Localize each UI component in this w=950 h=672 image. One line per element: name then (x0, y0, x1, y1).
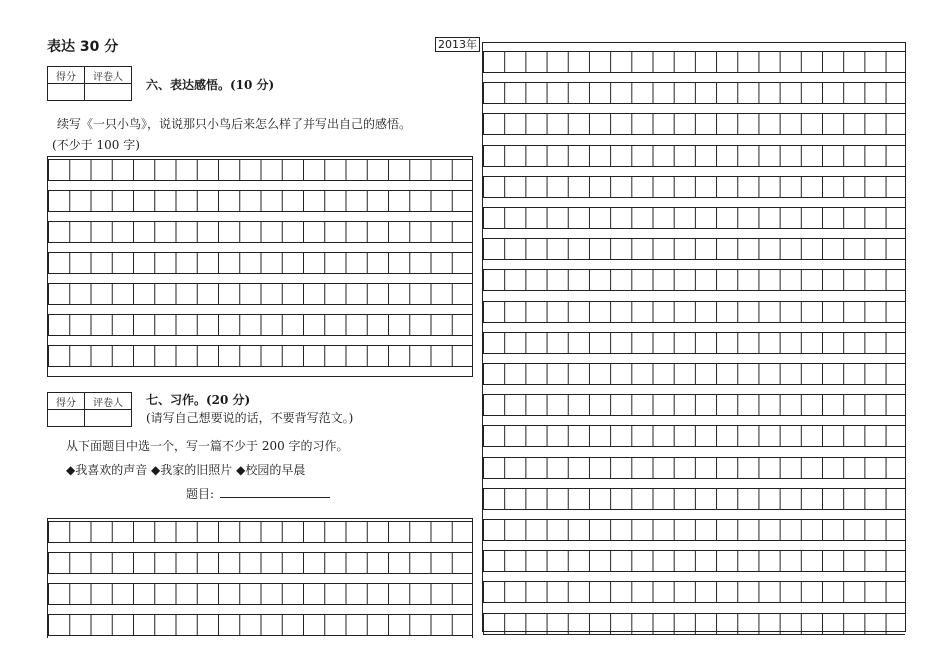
section7-instruction: 从下面题目中选一个，写一篇不少于 200 字的习作。 (66, 439, 349, 453)
writing-grid-section7[interactable] (47, 518, 473, 638)
writing-grid-section6[interactable] (47, 156, 473, 377)
grid-cells[interactable] (483, 614, 905, 634)
grid-cells[interactable] (483, 52, 905, 72)
grid-row[interactable] (48, 583, 472, 605)
writing-grid-right[interactable] (482, 42, 906, 632)
grid-row[interactable] (483, 394, 905, 416)
grid-cells[interactable] (483, 333, 905, 353)
page-section-title: 表达 30 分 (47, 39, 119, 55)
grid-cells[interactable] (483, 582, 905, 602)
topic-label: 题目: (186, 487, 215, 501)
grid-row[interactable] (48, 314, 472, 336)
grid-cells[interactable] (48, 315, 472, 335)
section7-topics: ◆我喜欢的声音 ◆我家的旧照片 ◆校园的早晨 (66, 463, 306, 477)
score-box-section6 (47, 66, 132, 101)
section6-title: 六、表达感悟。(10 分) (146, 78, 275, 92)
grid-row[interactable] (48, 283, 472, 305)
grid-cells[interactable] (483, 177, 905, 197)
grid-row[interactable] (483, 145, 905, 167)
grid-row[interactable] (48, 159, 472, 181)
grid-cells[interactable] (483, 489, 905, 509)
grid-row[interactable] (48, 521, 472, 543)
grid-row[interactable] (48, 221, 472, 243)
grid-cells[interactable] (483, 426, 905, 446)
grid-row[interactable] (483, 238, 905, 260)
grid-row[interactable] (483, 51, 905, 73)
grid-cells[interactable] (483, 208, 905, 228)
section7-note: (请写自己想要说的话，不要背写范文。) (146, 411, 354, 425)
grid-row[interactable] (483, 332, 905, 354)
grid-row[interactable] (483, 207, 905, 229)
grid-row[interactable] (48, 552, 472, 574)
section7-title: 七、习作。(20 分) (146, 393, 251, 407)
grid-cells[interactable] (48, 222, 472, 242)
grid-cells[interactable] (48, 584, 472, 604)
score-field[interactable] (48, 84, 85, 101)
grid-cells[interactable] (48, 160, 472, 180)
grid-cells[interactable] (483, 83, 905, 103)
grid-cells[interactable] (48, 346, 472, 366)
grid-cells[interactable] (483, 395, 905, 415)
score-field[interactable] (48, 410, 85, 427)
grid-row[interactable] (48, 345, 472, 367)
grid-cells[interactable] (483, 146, 905, 166)
grid-cells[interactable] (483, 458, 905, 478)
grid-cells[interactable] (48, 253, 472, 273)
grader-field[interactable] (85, 84, 132, 101)
grid-cells[interactable] (48, 553, 472, 573)
grid-row[interactable] (483, 113, 905, 135)
topic-line (186, 485, 330, 502)
grid-row[interactable] (483, 581, 905, 603)
grid-cells[interactable] (48, 615, 472, 635)
grid-row[interactable] (483, 363, 905, 385)
grid-cells[interactable] (48, 284, 472, 304)
grid-row[interactable] (483, 301, 905, 323)
grid-row[interactable] (483, 613, 905, 635)
grid-row[interactable] (48, 614, 472, 636)
score-box-section7 (47, 392, 132, 427)
grid-row[interactable] (483, 269, 905, 291)
score-label: 得分 (48, 393, 85, 410)
grid-cells[interactable] (483, 364, 905, 384)
grid-row[interactable] (483, 457, 905, 479)
grid-cells[interactable] (483, 114, 905, 134)
grid-row[interactable] (48, 190, 472, 212)
grid-row[interactable] (483, 176, 905, 198)
grid-cells[interactable] (48, 191, 472, 211)
score-label: 得分 (48, 67, 85, 84)
grid-row[interactable] (483, 519, 905, 541)
grid-row[interactable] (48, 252, 472, 274)
grid-row[interactable] (483, 425, 905, 447)
grader-label: 评卷人 (85, 393, 132, 410)
topic-input[interactable] (220, 485, 330, 498)
grid-cells[interactable] (483, 551, 905, 571)
section6-requirement: (不少于 100 字) (52, 138, 140, 152)
grid-cells[interactable] (483, 302, 905, 322)
grid-cells[interactable] (48, 522, 472, 542)
grid-cells[interactable] (483, 520, 905, 540)
grid-cells[interactable] (483, 239, 905, 259)
year-badge: 2013年 (435, 37, 480, 52)
grid-cells[interactable] (483, 270, 905, 290)
grader-label: 评卷人 (85, 67, 132, 84)
grader-field[interactable] (85, 410, 132, 427)
grid-row[interactable] (483, 488, 905, 510)
grid-row[interactable] (483, 82, 905, 104)
section6-prompt: 续写《一只小鸟》，说说那只小鸟后来怎么样了并写出自己的感悟。 (57, 117, 412, 131)
grid-row[interactable] (483, 550, 905, 572)
